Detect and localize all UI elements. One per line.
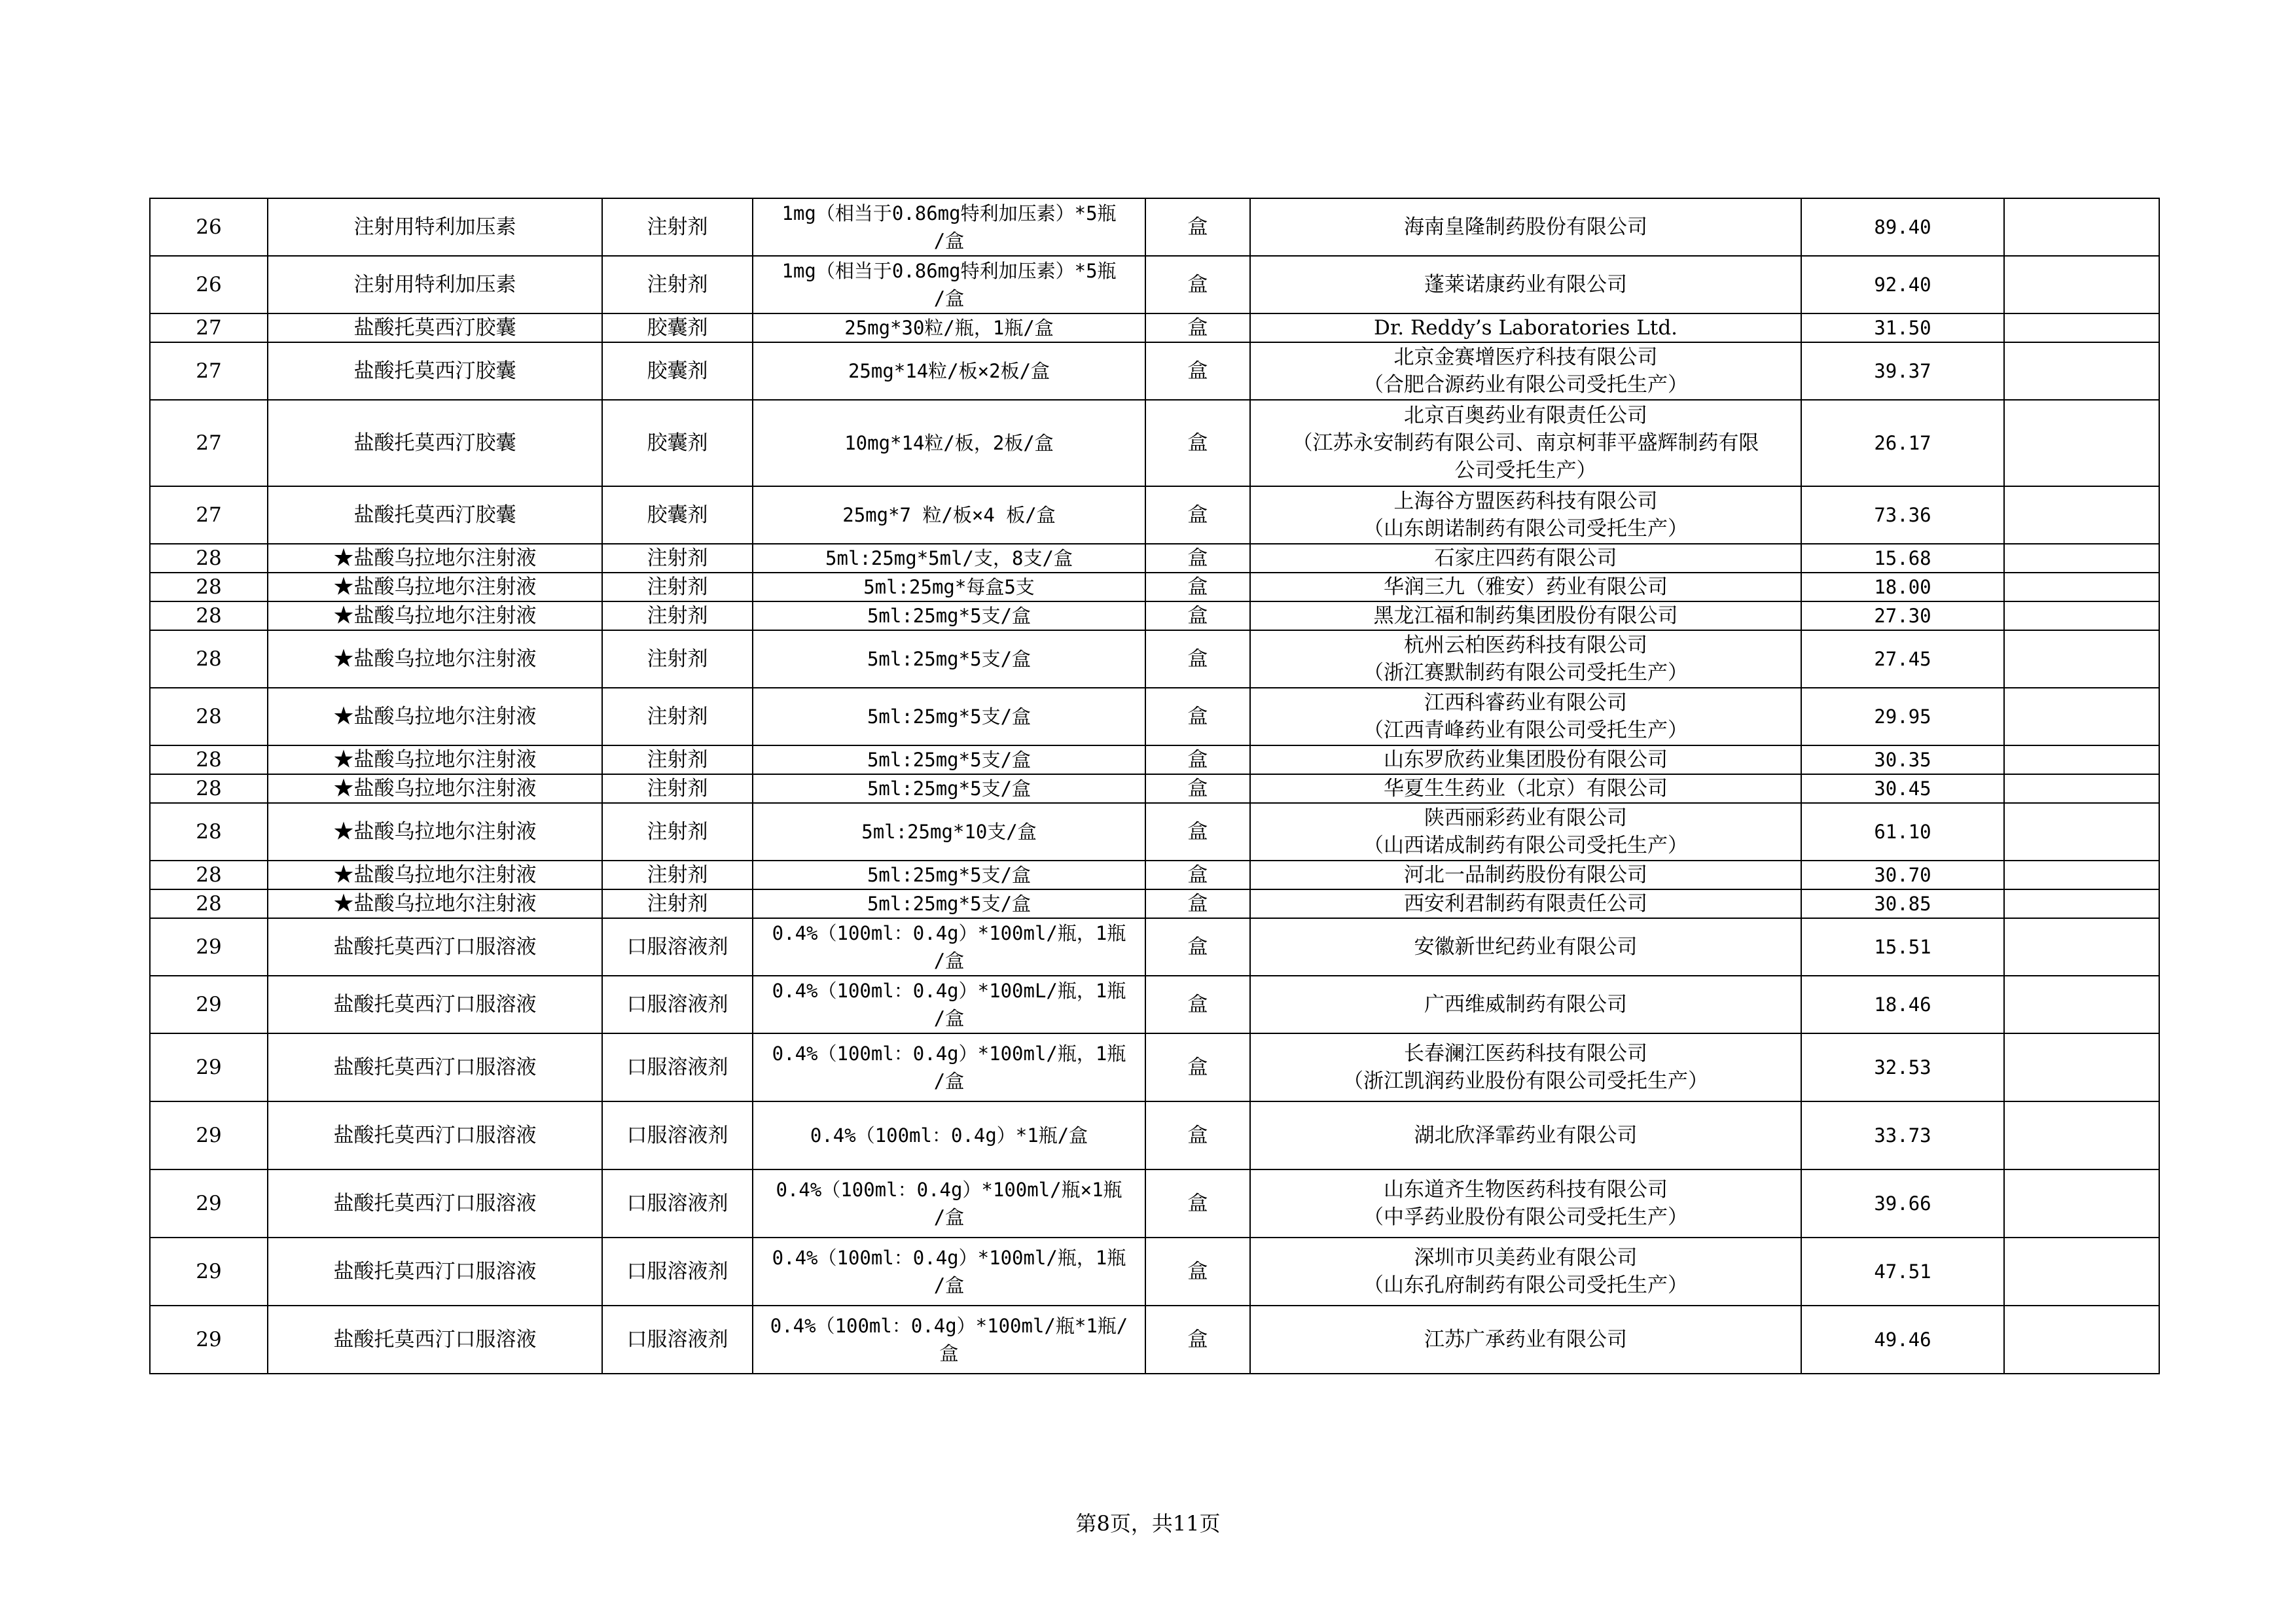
cell-specification-line: 0.4%（100ml：0.4g）*100ml/瓶×1瓶 [776,1179,1122,1201]
cell-specification [753,573,1145,601]
table-body [150,198,2159,1374]
cell-company-line: 上海谷方盟医药科技有限公司 [1393,490,1658,513]
cell-drug-name: 盐酸托莫西汀口服溶液 [268,918,602,976]
cell-serial-number: 28 [150,745,268,774]
cell-company-line: 安徽新世纪药业有限公司 [1414,935,1638,959]
cell-price: 32.53 [1801,1033,2004,1101]
cell-note [2004,976,2159,1033]
cell-price: 61.10 [1801,803,2004,861]
cell-specification-line: 5ml:25mg*5支/盒 [867,605,1031,627]
cell-dosage-form: 注射剂 [602,630,753,688]
cell-price: 49.46 [1801,1306,2004,1374]
cell-specification-line: 0.4%（100ml：0.4g）*100ml/瓶，1瓶 [772,1043,1126,1065]
cell-company [1250,573,1801,601]
cell-unit: 盒 [1145,889,1250,918]
cell-serial-number: 26 [150,256,268,313]
cell-company-line: Dr. Reddy’s Laboratories Ltd. [1373,316,1678,340]
cell-price: 26.17 [1801,400,2004,486]
cell-company-line: 河北一品制药股份有限公司 [1404,863,1647,887]
cell-dosage-form: 注射剂 [602,544,753,573]
cell-serial-number: 28 [150,803,268,861]
table-row [150,1306,2159,1374]
cell-company-line: 湖北欣泽霏药业有限公司 [1414,1124,1638,1147]
cell-note [2004,1169,2159,1238]
cell-company-line: 黑龙江福和制药集团股份有限公司 [1373,604,1678,628]
cell-serial-number: 28 [150,861,268,889]
cell-price: 89.40 [1801,198,2004,256]
cell-specification-line: 10mg*14粒/板，2板/盒 [844,432,1054,454]
table-row [150,861,2159,889]
cell-specification [753,1169,1145,1238]
cell-company-line: 蓬莱诺康药业有限公司 [1424,273,1627,296]
table-row [150,1101,2159,1169]
cell-company-line: （山东孔府制药有限公司受托生产） [1363,1274,1688,1297]
cell-company-line: 江西科睿药业有限公司 [1424,691,1627,715]
cell-specification-line: 5ml:25mg*5支/盒 [867,893,1031,915]
cell-company-line: （浙江赛默制药有限公司受托生产） [1363,661,1688,685]
cell-company-line: （江苏永安制药有限公司、南京柯菲平盛辉制药有限 [1292,431,1759,455]
cell-serial-number: 29 [150,1033,268,1101]
table-row [150,803,2159,861]
cell-specification [753,544,1145,573]
cell-specification-line: /盒 [933,1007,965,1029]
cell-company [1250,1169,1801,1238]
table-row [150,688,2159,745]
cell-unit: 盒 [1145,486,1250,544]
cell-drug-name: ★盐酸乌拉地尔注射液 [268,573,602,601]
cell-company-line: （中孚药业股份有限公司受托生产） [1363,1205,1688,1229]
cell-price: 30.85 [1801,889,2004,918]
cell-serial-number: 27 [150,400,268,486]
cell-company-line: 华夏生生药业（北京）有限公司 [1384,777,1668,800]
cell-serial-number: 27 [150,313,268,342]
cell-drug-name: 盐酸托莫西汀胶囊 [268,486,602,544]
cell-unit: 盒 [1145,1101,1250,1169]
cell-specification-line: 0.4%（100ml：0.4g）*1瓶/盒 [810,1124,1088,1147]
cell-dosage-form: 注射剂 [602,573,753,601]
cell-specification [753,486,1145,544]
cell-unit: 盒 [1145,342,1250,400]
cell-unit: 盒 [1145,861,1250,889]
cell-drug-name: 盐酸托莫西汀口服溶液 [268,1033,602,1101]
cell-note [2004,803,2159,861]
cell-price: 39.66 [1801,1169,2004,1238]
cell-drug-name: 盐酸托莫西汀口服溶液 [268,1306,602,1374]
cell-company [1250,313,1801,342]
cell-company-line: 杭州云柏医药科技有限公司 [1404,633,1647,657]
cell-specification-line: 1mg（相当于0.86mg特利加压素）*5瓶 [781,260,1117,282]
cell-dosage-form: 注射剂 [602,198,753,256]
cell-note [2004,601,2159,630]
cell-unit: 盒 [1145,256,1250,313]
cell-drug-name: ★盐酸乌拉地尔注射液 [268,630,602,688]
drug-price-table [149,198,2160,1374]
table-row [150,889,2159,918]
table-row [150,544,2159,573]
cell-company-line: 石家庄四药有限公司 [1434,546,1617,570]
cell-unit: 盒 [1145,1169,1250,1238]
cell-specification-line: /盒 [933,230,965,252]
cell-specification [753,861,1145,889]
cell-unit: 盒 [1145,1033,1250,1101]
cell-unit: 盒 [1145,688,1250,745]
cell-specification [753,342,1145,400]
cell-serial-number: 29 [150,918,268,976]
table-row [150,573,2159,601]
cell-company-line: 江苏广承药业有限公司 [1424,1328,1627,1351]
cell-dosage-form: 口服溶液剂 [602,1238,753,1306]
cell-specification-line: 5ml:25mg*5支/盒 [867,749,1031,771]
table-row [150,313,2159,342]
cell-dosage-form: 口服溶液剂 [602,1101,753,1169]
cell-company [1250,803,1801,861]
cell-company [1250,486,1801,544]
cell-note [2004,1101,2159,1169]
table-row [150,601,2159,630]
cell-company-line: （山西诺成制药有限公司受托生产） [1363,834,1688,857]
cell-drug-name: 注射用特利加压素 [268,198,602,256]
cell-specification [753,1238,1145,1306]
cell-company [1250,1033,1801,1101]
cell-specification-line: 5ml:25mg*5ml/支，8支/盒 [825,547,1073,569]
cell-price: 33.73 [1801,1101,2004,1169]
cell-note [2004,400,2159,486]
cell-unit: 盒 [1145,1238,1250,1306]
cell-company [1250,400,1801,486]
cell-specification [753,400,1145,486]
table-row [150,745,2159,774]
cell-company-line: 山东道齐生物医药科技有限公司 [1384,1178,1668,1202]
page-footer: 第8页，共11页 [1075,1511,1221,1536]
cell-serial-number: 28 [150,774,268,803]
cell-price: 29.95 [1801,688,2004,745]
cell-specification [753,774,1145,803]
cell-unit: 盒 [1145,630,1250,688]
cell-company [1250,774,1801,803]
cell-note [2004,573,2159,601]
cell-price: 15.51 [1801,918,2004,976]
cell-company-line: 长春澜江医药科技有限公司 [1404,1042,1647,1065]
table-row [150,342,2159,400]
cell-drug-name: 盐酸托莫西汀口服溶液 [268,976,602,1033]
cell-company [1250,745,1801,774]
cell-specification-line: 5ml:25mg*10支/盒 [861,821,1037,843]
cell-specification-line: 5ml:25mg*5支/盒 [867,864,1031,886]
table-row [150,256,2159,313]
cell-dosage-form: 胶囊剂 [602,313,753,342]
cell-note [2004,1033,2159,1101]
cell-company [1250,544,1801,573]
cell-specification [753,688,1145,745]
cell-specification-line: 25mg*7 粒/板×4 板/盒 [842,504,1056,526]
cell-specification-line: /盒 [933,1206,965,1228]
cell-company [1250,1238,1801,1306]
cell-company-line: 公司受托生产） [1454,459,1597,482]
cell-dosage-form: 注射剂 [602,688,753,745]
cell-drug-name: 盐酸托莫西汀胶囊 [268,313,602,342]
cell-note [2004,889,2159,918]
cell-unit: 盒 [1145,976,1250,1033]
cell-serial-number: 28 [150,601,268,630]
cell-note [2004,544,2159,573]
cell-serial-number: 27 [150,486,268,544]
cell-serial-number: 29 [150,1101,268,1169]
cell-specification-line: 5ml:25mg*5支/盒 [867,705,1031,728]
cell-serial-number: 29 [150,976,268,1033]
cell-unit: 盒 [1145,400,1250,486]
cell-price: 18.00 [1801,573,2004,601]
cell-serial-number: 26 [150,198,268,256]
cell-company [1250,918,1801,976]
cell-company [1250,342,1801,400]
cell-note [2004,688,2159,745]
cell-serial-number: 28 [150,630,268,688]
cell-note [2004,486,2159,544]
cell-drug-name: 盐酸托莫西汀口服溶液 [268,1101,602,1169]
cell-dosage-form: 注射剂 [602,889,753,918]
cell-dosage-form: 胶囊剂 [602,400,753,486]
table-row [150,976,2159,1033]
cell-specification [753,601,1145,630]
cell-drug-name: 盐酸托莫西汀口服溶液 [268,1169,602,1238]
cell-drug-name: ★盐酸乌拉地尔注射液 [268,889,602,918]
cell-unit: 盒 [1145,745,1250,774]
cell-note [2004,198,2159,256]
cell-specification [753,313,1145,342]
cell-unit: 盒 [1145,803,1250,861]
cell-company-line: 山东罗欣药业集团股份有限公司 [1384,748,1668,772]
cell-drug-name: ★盐酸乌拉地尔注射液 [268,803,602,861]
cell-specification-line: 5ml:25mg*每盒5支 [863,576,1035,598]
cell-specification [753,256,1145,313]
cell-company [1250,1101,1801,1169]
cell-specification-line: /盒 [933,1274,965,1296]
cell-specification [753,745,1145,774]
cell-note [2004,861,2159,889]
cell-dosage-form: 胶囊剂 [602,342,753,400]
cell-note [2004,342,2159,400]
cell-price: 15.68 [1801,544,2004,573]
cell-serial-number: 28 [150,889,268,918]
cell-serial-number: 27 [150,342,268,400]
cell-company [1250,976,1801,1033]
table-row [150,198,2159,256]
cell-price: 73.36 [1801,486,2004,544]
cell-drug-name: ★盐酸乌拉地尔注射液 [268,774,602,803]
drug-price-table-container [149,198,2159,1374]
cell-unit: 盒 [1145,198,1250,256]
table-row [150,400,2159,486]
cell-price: 31.50 [1801,313,2004,342]
cell-specification [753,1306,1145,1374]
cell-specification [753,1101,1145,1169]
cell-company-line: （山东朗诺制药有限公司受托生产） [1363,517,1688,541]
cell-specification-line: 0.4%（100ml：0.4g）*100ml/瓶，1瓶 [772,1247,1126,1269]
cell-specification [753,918,1145,976]
cell-company-line: 广西维威制药有限公司 [1424,993,1627,1016]
cell-note [2004,745,2159,774]
cell-note [2004,1238,2159,1306]
cell-unit: 盒 [1145,573,1250,601]
cell-company [1250,601,1801,630]
cell-dosage-form: 注射剂 [602,861,753,889]
cell-dosage-form: 口服溶液剂 [602,1033,753,1101]
cell-drug-name: 盐酸托莫西汀口服溶液 [268,1238,602,1306]
cell-note [2004,256,2159,313]
cell-price: 18.46 [1801,976,2004,1033]
cell-specification-line: 0.4%（100ml：0.4g）*100mL/瓶，1瓶 [772,980,1126,1002]
cell-note [2004,918,2159,976]
cell-specification-line: /盒 [933,1070,965,1092]
cell-serial-number: 28 [150,573,268,601]
cell-unit: 盒 [1145,313,1250,342]
cell-specification-line: 0.4%（100ml：0.4g）*100ml/瓶，1瓶 [772,922,1126,944]
cell-company [1250,1306,1801,1374]
cell-drug-name: ★盐酸乌拉地尔注射液 [268,861,602,889]
cell-drug-name: ★盐酸乌拉地尔注射液 [268,544,602,573]
cell-company [1250,861,1801,889]
cell-dosage-form: 口服溶液剂 [602,1169,753,1238]
cell-company [1250,630,1801,688]
cell-specification-line: 5ml:25mg*5支/盒 [867,777,1031,800]
cell-drug-name: 盐酸托莫西汀胶囊 [268,342,602,400]
table-row [150,1169,2159,1238]
cell-price: 39.37 [1801,342,2004,400]
cell-specification [753,889,1145,918]
cell-unit: 盒 [1145,544,1250,573]
cell-price: 47.51 [1801,1238,2004,1306]
cell-company-line: 北京金赛增医疗科技有限公司 [1393,346,1658,369]
table-row [150,1238,2159,1306]
cell-note [2004,313,2159,342]
cell-dosage-form: 胶囊剂 [602,486,753,544]
cell-specification [753,198,1145,256]
cell-dosage-form: 口服溶液剂 [602,1306,753,1374]
cell-dosage-form: 注射剂 [602,256,753,313]
cell-dosage-form: 注射剂 [602,601,753,630]
cell-specification-line: 25mg*14粒/板×2板/盒 [848,360,1050,382]
cell-dosage-form: 注射剂 [602,803,753,861]
cell-unit: 盒 [1145,918,1250,976]
cell-specification-line: /盒 [933,287,965,310]
cell-company [1250,688,1801,745]
table-row [150,486,2159,544]
cell-specification [753,803,1145,861]
cell-company [1250,256,1801,313]
cell-price: 27.45 [1801,630,2004,688]
cell-serial-number: 29 [150,1169,268,1238]
cell-specification-line: 5ml:25mg*5支/盒 [867,648,1031,670]
cell-price: 30.45 [1801,774,2004,803]
cell-price: 92.40 [1801,256,2004,313]
cell-company [1250,889,1801,918]
cell-company-line: 北京百奥药业有限责任公司 [1404,404,1647,427]
cell-dosage-form: 注射剂 [602,745,753,774]
cell-serial-number: 29 [150,1238,268,1306]
cell-dosage-form: 注射剂 [602,774,753,803]
cell-specification-line: 0.4%（100ml：0.4g）*100ml/瓶*1瓶/ [770,1315,1128,1337]
cell-serial-number: 29 [150,1306,268,1374]
table-row [150,918,2159,976]
cell-company-line: 深圳市贝美药业有限公司 [1414,1246,1638,1270]
cell-company-line: 西安利君制药有限责任公司 [1404,892,1647,916]
cell-unit: 盒 [1145,601,1250,630]
cell-company-line: 陕西丽彩药业有限公司 [1424,806,1627,830]
cell-drug-name: ★盐酸乌拉地尔注射液 [268,745,602,774]
cell-price: 30.35 [1801,745,2004,774]
cell-specification [753,1033,1145,1101]
cell-price: 30.70 [1801,861,2004,889]
cell-dosage-form: 口服溶液剂 [602,976,753,1033]
cell-drug-name: 注射用特利加压素 [268,256,602,313]
cell-drug-name: 盐酸托莫西汀胶囊 [268,400,602,486]
cell-specification-line: 盒 [939,1342,959,1364]
table-row [150,630,2159,688]
cell-price: 27.30 [1801,601,2004,630]
cell-dosage-form: 口服溶液剂 [602,918,753,976]
table-row [150,774,2159,803]
cell-company-line: （浙江凯润药业股份有限公司受托生产） [1343,1069,1708,1093]
cell-company-line: 海南皇隆制药股份有限公司 [1404,215,1647,239]
cell-unit: 盒 [1145,774,1250,803]
cell-note [2004,630,2159,688]
cell-drug-name: ★盐酸乌拉地尔注射液 [268,688,602,745]
cell-note [2004,1306,2159,1374]
cell-specification-line: 25mg*30粒/瓶，1瓶/盒 [844,317,1054,339]
cell-company-line: （江西青峰药业有限公司受托生产） [1363,719,1688,742]
cell-note [2004,774,2159,803]
table-row [150,1033,2159,1101]
cell-specification-line: 1mg（相当于0.86mg特利加压素）*5瓶 [781,202,1117,224]
cell-unit: 盒 [1145,1306,1250,1374]
cell-specification [753,976,1145,1033]
cell-specification-line: /盒 [933,950,965,972]
cell-specification [753,630,1145,688]
cell-serial-number: 28 [150,544,268,573]
cell-serial-number: 28 [150,688,268,745]
cell-company [1250,198,1801,256]
cell-company-line: （合肥合源药业有限公司受托生产） [1363,373,1688,397]
cell-drug-name: ★盐酸乌拉地尔注射液 [268,601,602,630]
cell-company-line: 华润三九（雅安）药业有限公司 [1384,575,1668,599]
